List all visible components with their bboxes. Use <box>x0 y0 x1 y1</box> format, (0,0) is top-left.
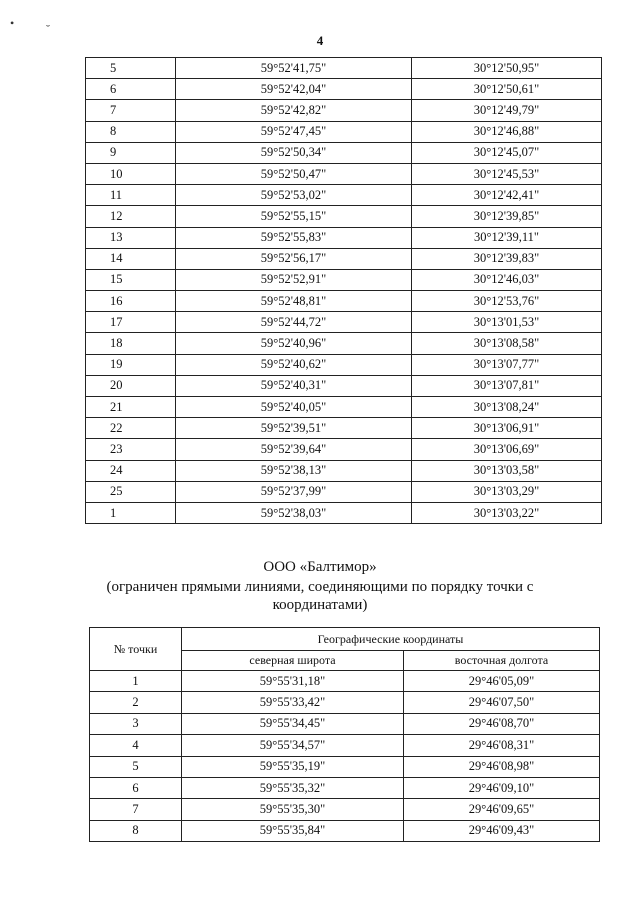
table-row <box>90 777 600 798</box>
point-number-cell: 23 <box>86 439 176 460</box>
longitude-cell: 30°13'01,53" <box>412 312 602 333</box>
table-row <box>86 439 602 460</box>
longitude-cell: 30°12'49,79" <box>412 100 602 121</box>
latitude-cell: 59°52'40,62" <box>176 354 412 375</box>
point-number-cell: 9 <box>86 142 176 163</box>
point-number-cell: 14 <box>86 248 176 269</box>
longitude-cell: 30°12'50,61" <box>412 79 602 100</box>
table-row <box>86 354 602 375</box>
table-row <box>86 248 602 269</box>
table-row <box>86 375 602 396</box>
point-number-cell: 20 <box>86 375 176 396</box>
scan-mark: ˘ <box>46 22 50 36</box>
point-number-cell: 24 <box>86 460 176 481</box>
latitude-cell: 59°52'42,04" <box>176 79 412 100</box>
latitude-cell: 59°52'56,17" <box>176 248 412 269</box>
longitude-cell: 30°12'46,03" <box>412 269 602 290</box>
header-latitude: северная широта <box>182 651 404 671</box>
point-number-cell: 21 <box>86 397 176 418</box>
latitude-cell: 59°52'55,15" <box>176 206 412 227</box>
point-number-cell: 18 <box>86 333 176 354</box>
latitude-cell: 59°52'39,51" <box>176 418 412 439</box>
table-row <box>86 460 602 481</box>
longitude-cell: 30°13'06,91" <box>412 418 602 439</box>
latitude-cell: 59°52'53,02" <box>176 185 412 206</box>
longitude-cell: 30°13'06,69" <box>412 439 602 460</box>
point-number-cell: 3 <box>90 713 182 734</box>
point-number-cell: 19 <box>86 354 176 375</box>
section-description: (ограничен прямыми линиями, соединяющими по порядку точки с координатами) <box>106 579 534 613</box>
latitude-cell: 59°55'35,84" <box>182 820 404 841</box>
table-row <box>90 799 600 820</box>
point-number-cell: 8 <box>86 121 176 142</box>
point-number-cell: 22 <box>86 418 176 439</box>
point-number-cell: 1 <box>90 671 182 692</box>
page-number: 4 <box>316 33 324 48</box>
table-row <box>86 333 602 354</box>
point-number-cell: 13 <box>86 227 176 248</box>
table-row <box>86 502 602 523</box>
table-row <box>86 58 602 79</box>
longitude-cell: 30°13'07,77" <box>412 354 602 375</box>
longitude-cell: 29°46'07,50" <box>404 692 600 713</box>
header-point-number: № точки <box>90 628 182 671</box>
latitude-cell: 59°52'40,31" <box>176 375 412 396</box>
longitude-cell: 30°12'46,88" <box>412 121 602 142</box>
point-number-cell: 4 <box>90 735 182 756</box>
longitude-cell: 30°12'42,41" <box>412 185 602 206</box>
table-row <box>86 142 602 163</box>
coordinates-table-body <box>86 58 602 524</box>
table-row <box>86 227 602 248</box>
header-longitude: восточная долгота <box>404 651 600 671</box>
point-number-cell: 1 <box>86 502 176 523</box>
table-row <box>86 312 602 333</box>
table-row <box>90 671 600 692</box>
latitude-cell: 59°52'47,45" <box>176 121 412 142</box>
point-number-cell: 6 <box>90 777 182 798</box>
latitude-cell: 59°55'35,30" <box>182 799 404 820</box>
point-number-cell: 12 <box>86 206 176 227</box>
latitude-cell: 59°52'52,91" <box>176 269 412 290</box>
table-row <box>86 185 602 206</box>
point-number-cell: 15 <box>86 269 176 290</box>
latitude-cell: 59°52'39,64" <box>176 439 412 460</box>
table-row <box>90 713 600 734</box>
latitude-cell: 59°52'38,13" <box>176 460 412 481</box>
section-title: ООО «Балтимор» <box>263 559 377 575</box>
point-number-cell: 11 <box>86 185 176 206</box>
longitude-cell: 30°12'45,07" <box>412 142 602 163</box>
latitude-cell: 59°55'34,45" <box>182 713 404 734</box>
baltimor-table-body <box>90 671 600 842</box>
scan-mark: • <box>10 16 15 30</box>
latitude-cell: 59°55'31,18" <box>182 671 404 692</box>
latitude-cell: 59°52'44,72" <box>176 312 412 333</box>
table-row <box>90 735 600 756</box>
latitude-cell: 59°52'50,34" <box>176 142 412 163</box>
table-row <box>86 269 602 290</box>
point-number-cell: 8 <box>90 820 182 841</box>
longitude-cell: 30°13'03,58" <box>412 460 602 481</box>
coordinates-table-continued <box>85 57 602 524</box>
longitude-cell: 29°46'08,31" <box>404 735 600 756</box>
latitude-cell: 59°52'50,47" <box>176 163 412 184</box>
table-row <box>90 756 600 777</box>
point-number-cell: 5 <box>86 58 176 79</box>
latitude-cell: 59°55'35,32" <box>182 777 404 798</box>
latitude-cell: 59°52'48,81" <box>176 291 412 312</box>
table-row <box>86 121 602 142</box>
longitude-cell: 29°46'08,98" <box>404 756 600 777</box>
latitude-cell: 59°52'41,75" <box>176 58 412 79</box>
longitude-cell: 30°12'39,83" <box>412 248 602 269</box>
latitude-cell: 59°55'35,19" <box>182 756 404 777</box>
baltimor-coordinates-table <box>89 627 600 842</box>
point-number-cell: 2 <box>90 692 182 713</box>
table-row <box>86 163 602 184</box>
longitude-cell: 30°12'39,85" <box>412 206 602 227</box>
table-row <box>86 206 602 227</box>
latitude-cell: 59°52'55,83" <box>176 227 412 248</box>
table-row <box>90 692 600 713</box>
longitude-cell: 29°46'09,65" <box>404 799 600 820</box>
latitude-cell: 59°55'34,57" <box>182 735 404 756</box>
table-row <box>90 820 600 841</box>
table-row <box>86 100 602 121</box>
longitude-cell: 30°13'08,24" <box>412 397 602 418</box>
point-number-cell: 25 <box>86 481 176 502</box>
point-number-cell: 6 <box>86 79 176 100</box>
longitude-cell: 29°46'09,43" <box>404 820 600 841</box>
point-number-cell: 5 <box>90 756 182 777</box>
longitude-cell: 29°46'08,70" <box>404 713 600 734</box>
latitude-cell: 59°55'33,42" <box>182 692 404 713</box>
point-number-cell: 7 <box>86 100 176 121</box>
longitude-cell: 30°13'03,29" <box>412 481 602 502</box>
latitude-cell: 59°52'42,82" <box>176 100 412 121</box>
latitude-cell: 59°52'40,05" <box>176 397 412 418</box>
table-row <box>86 79 602 100</box>
table-row <box>86 291 602 312</box>
point-number-cell: 17 <box>86 312 176 333</box>
longitude-cell: 30°13'07,81" <box>412 375 602 396</box>
longitude-cell: 29°46'05,09" <box>404 671 600 692</box>
latitude-cell: 59°52'38,03" <box>176 502 412 523</box>
point-number-cell: 7 <box>90 799 182 820</box>
table-row <box>86 397 602 418</box>
longitude-cell: 30°12'45,53" <box>412 163 602 184</box>
header-geo-coordinates: Географические координаты <box>182 628 600 651</box>
longitude-cell: 30°13'03,22" <box>412 502 602 523</box>
point-number-cell: 16 <box>86 291 176 312</box>
table-row <box>86 418 602 439</box>
longitude-cell: 30°12'53,76" <box>412 291 602 312</box>
longitude-cell: 30°12'50,95" <box>412 58 602 79</box>
longitude-cell: 30°12'39,11" <box>412 227 602 248</box>
longitude-cell: 29°46'09,10" <box>404 777 600 798</box>
longitude-cell: 30°13'08,58" <box>412 333 602 354</box>
point-number-cell: 10 <box>86 163 176 184</box>
table-row <box>86 481 602 502</box>
latitude-cell: 59°52'37,99" <box>176 481 412 502</box>
latitude-cell: 59°52'40,96" <box>176 333 412 354</box>
